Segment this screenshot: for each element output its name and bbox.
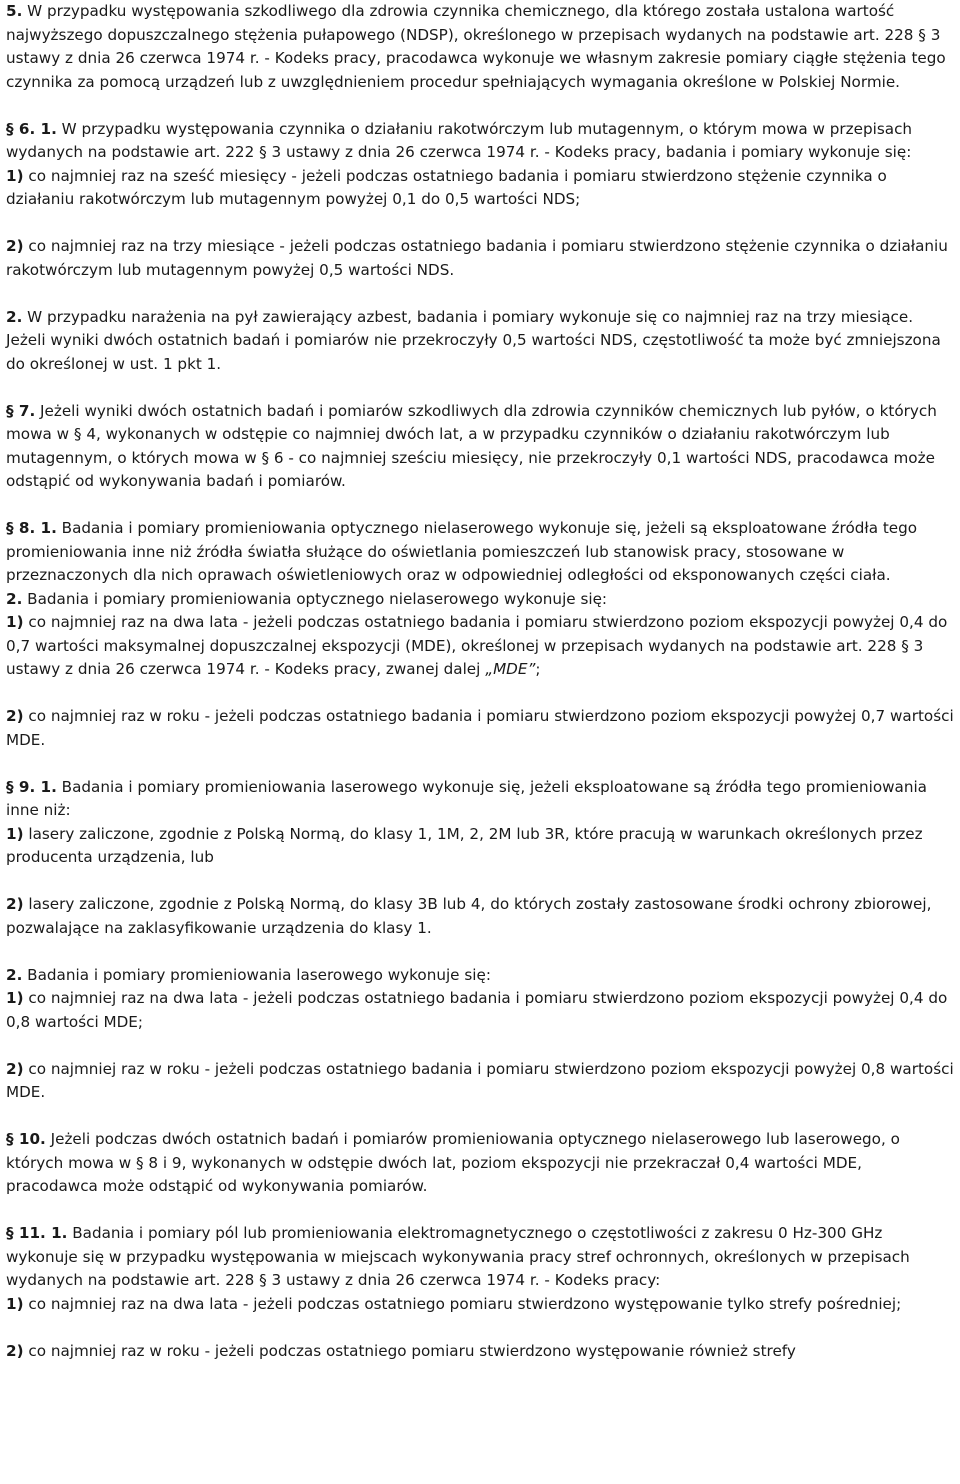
item-6-1-2 bbox=[6, 235, 956, 282]
item-8-2-1 bbox=[6, 611, 956, 682]
paragraph-number: 5. bbox=[6, 2, 23, 20]
paragraph-5 bbox=[6, 0, 956, 94]
item-number: 1) bbox=[6, 613, 24, 631]
paragraph-text: Badania i pomiary promieniowania optycznego nielaserowego wykonuje się, jeżeli są eksploatowane źródła tego promieniowania inne niż źródła światła służące do oświetlania pomieszczeń lub stanowisk pracy, stosowane w przeznaczonych dla nich oprawach oświetleniowych oraz w odpowiedniej odległości od eksponowanych części ciała. bbox=[6, 519, 918, 584]
paragraph-text: Badania i pomiary promieniowania laserowego wykonuje się: bbox=[27, 965, 491, 984]
item-text: co najmniej raz na trzy miesiące - jeżeli podczas ostatniego badania i pomiaru stwierdzono stężenie czynnika o działaniu rakotwórczym lub mutagennym powyżej 0,5 wartości NDS. bbox=[6, 237, 948, 279]
paragraph-6-1 bbox=[6, 118, 956, 165]
paragraph-number: 2. bbox=[6, 589, 23, 608]
item-11-1-2 bbox=[6, 1340, 956, 1364]
paragraph-number: § 10. bbox=[6, 1130, 46, 1148]
item-number: 2) bbox=[6, 895, 24, 913]
item-text: co najmniej raz w roku - jeżeli podczas ostatniego pomiaru stwierdzono występowanie również strefy bbox=[28, 1341, 796, 1360]
item-text: co najmniej raz na dwa lata - jeżeli podczas ostatniego badania i pomiaru stwierdzono poziom ekspozycji powyżej 0,4 do 0,7 wartości maksymalnej dopuszczalnej ekspozycji (MDE), określonej w przepisach wydanych na podstawie art. 228 § 3 ustawy z dnia 26 czerwca 1974 r. - Kodeks pracy, zwanej dalej bbox=[6, 613, 948, 678]
paragraph-8-2 bbox=[6, 588, 956, 612]
paragraph-number: § 8. 1. bbox=[6, 519, 57, 537]
item-8-2-2 bbox=[6, 705, 956, 752]
paragraph-text: W przypadku występowania szkodliwego dla zdrowia czynnika chemicznego, dla którego została ustalona wartość najwyższego dopuszczalnego stężenia pułapowego (NDSP), określonego w przepisach wydanych na podstawie art. 228 § 3 ustawy z dnia 26 czerwca 1974 r. - Kodeks pracy, pracodawca wykonuje we własnym zakresie pomiary ciągłe stężenia tego czynnika za pomocą urządzeń lub z uwzględnieniem procedur spełniających wymagania określone w Polskiej Normie. bbox=[6, 2, 946, 91]
document-page bbox=[6, 0, 956, 1363]
paragraph-7 bbox=[6, 400, 956, 494]
item-9-1-2 bbox=[6, 893, 956, 940]
item-number: 1) bbox=[6, 1294, 24, 1313]
item-11-1-1 bbox=[6, 1293, 956, 1317]
paragraph-9-1 bbox=[6, 776, 956, 823]
item-text: co najmniej raz w roku - jeżeli podczas ostatniego badania i pomiaru stwierdzono poziom ekspozycji powyżej 0,8 wartości MDE. bbox=[6, 1059, 954, 1101]
item-text: lasery zaliczone, zgodnie z Polską Normą, do klasy 3B lub 4, do których zostały zastosowane środki ochrony zbiorowej, pozwalające na zaklasyfikowanie urządzenia do klasy 1. bbox=[6, 895, 932, 937]
paragraph-6-2 bbox=[6, 306, 956, 377]
paragraph-number: 2. bbox=[6, 307, 23, 326]
item-9-2-1 bbox=[6, 987, 956, 1034]
item-6-1-1 bbox=[6, 165, 956, 212]
paragraph-text: Badania i pomiary promieniowania optycznego nielaserowego wykonuje się: bbox=[27, 589, 608, 608]
item-text: co najmniej raz na dwa lata - jeżeli podczas ostatniego badania i pomiaru stwierdzono poziom ekspozycji powyżej 0,4 do 0,8 wartości MDE; bbox=[6, 989, 948, 1031]
paragraph-number: 2. bbox=[6, 965, 23, 984]
item-text: lasery zaliczone, zgodnie z Polską Normą, do klasy 1, 1M, 2, 2M lub 3R, które pracują w warunkach określonych przez producenta urządzenia, lub bbox=[6, 824, 923, 866]
item-9-2-2 bbox=[6, 1058, 956, 1105]
defined-term: „MDE” bbox=[485, 660, 536, 678]
item-number: 1) bbox=[6, 824, 24, 843]
item-text: co najmniej raz na sześć miesięcy - jeżeli podczas ostatniego badania i pomiaru stwierdzono stężenie czynnika o działaniu rakotwórczym lub mutagennym powyżej 0,1 do 0,5 wartości NDS; bbox=[6, 166, 887, 208]
paragraph-text: W przypadku narażenia na pył zawierający azbest, badania i pomiary wykonuje się co najmniej raz na trzy miesiące. Jeżeli wyniki dwóch ostatnich badań i pomiarów nie przekroczyły 0,5 wartości NDS, częstotliwość ta może być zmniejszona do określonej w ust. 1 pkt 1. bbox=[6, 307, 941, 373]
paragraph-text: W przypadku występowania czynnika o działaniu rakotwórczym lub mutagennym, o którym mowa w przepisach wydanych na podstawie art. 222 § 3 ustawy z dnia 26 czerwca 1974 r. - Kodeks pracy, badania i pomiary wykonuje się: bbox=[6, 119, 913, 161]
item-text: co najmniej raz na dwa lata - jeżeli podczas ostatniego pomiaru stwierdzono występowanie tylko strefy pośredniej; bbox=[28, 1294, 902, 1313]
item-number: 2) bbox=[6, 707, 24, 725]
item-number: 2) bbox=[6, 1059, 24, 1078]
item-number: 2) bbox=[6, 1341, 24, 1360]
paragraph-text: Badania i pomiary promieniowania laserowego wykonuje się, jeżeli eksploatowane są źródła tego promieniowania inne niż: bbox=[6, 777, 927, 819]
item-9-1-1 bbox=[6, 823, 956, 870]
item-text: co najmniej raz w roku - jeżeli podczas ostatniego badania i pomiaru stwierdzono poziom ekspozycji powyżej 0,7 wartości MDE. bbox=[6, 707, 954, 749]
paragraph-number: § 11. 1. bbox=[6, 1224, 68, 1242]
paragraph-number: § 9. 1. bbox=[6, 777, 57, 796]
item-number: 1) bbox=[6, 989, 24, 1007]
paragraph-8-1 bbox=[6, 517, 956, 588]
paragraph-text: Jeżeli wyniki dwóch ostatnich badań i pomiarów szkodliwych dla zdrowia czynników chemicznych lub pyłów, o których mowa w § 4, wykonanych w odstępie co najmniej dwóch lat, a w przypadku czynników o działaniu rakotwórczym lub mutagennym, o których mowa w § 6 - co najmniej sześciu miesięcy, nie przekroczyły 0,1 wartości NDS, pracodawca może odstąpić od wykonywania badań i pomiarów. bbox=[6, 401, 937, 490]
paragraph-number: § 6. 1. bbox=[6, 119, 57, 138]
paragraph-11-1 bbox=[6, 1222, 956, 1293]
item-number: 2) bbox=[6, 237, 24, 255]
paragraph-number: § 7. bbox=[6, 401, 36, 420]
item-number: 1) bbox=[6, 166, 24, 185]
paragraph-text: Badania i pomiary pól lub promieniowania elektromagnetycznego o częstotliwości z zakresu 0 Hz-300 GHz wykonuje się w przypadku występowania w miejscach wykonywania pracy stref ochronnych, określonych w przepisach wydanych na podstawie art. 228 § 3 ustawy z dnia 26 czerwca 1974 r. - Kodeks pracy: bbox=[6, 1224, 910, 1289]
paragraph-text: Jeżeli podczas dwóch ostatnich badań i pomiarów promieniowania optycznego nielaserowego lub laserowego, o których mowa w § 8 i 9, wykonanych w odstępie dwóch lat, poziom ekspozycji nie przekraczał 0,4 wartości MDE, pracodawca może odstąpić od wykonywania pomiarów. bbox=[6, 1130, 900, 1195]
paragraph-10 bbox=[6, 1128, 956, 1199]
paragraph-9-2 bbox=[6, 964, 956, 988]
item-text-tail: ; bbox=[535, 660, 541, 678]
